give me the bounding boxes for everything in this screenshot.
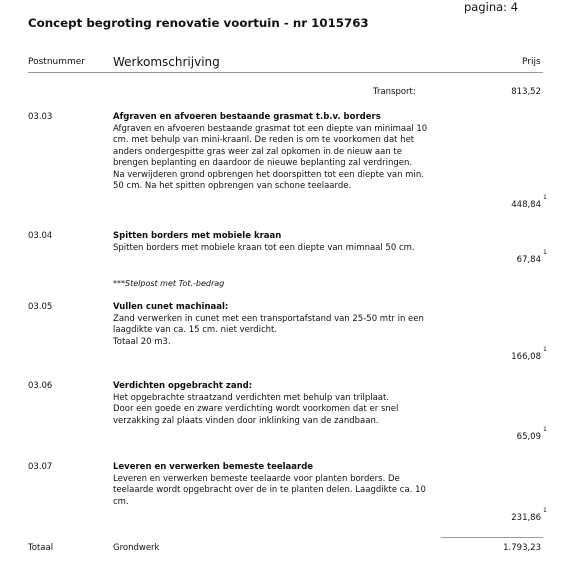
column-header-postnummer: Postnummer <box>28 57 86 67</box>
item-line: Totaal 20 m3. <box>113 336 171 347</box>
item-line: Door een goede en zware verdichting wordt voorkomen dat er snel <box>113 404 399 414</box>
item-description <box>113 462 458 508</box>
item-description <box>113 381 458 427</box>
item-line: Na verwijderen grond opbrengen het doorspitten tot een diepte van min. <box>113 169 424 180</box>
item-line: cm. met behulp van mini-kraanl. De reden is om te voorkomen dat het <box>113 135 415 145</box>
item-title: Vullen cunet machinaal: <box>113 302 229 312</box>
footnote-marker: 1 <box>543 426 547 433</box>
item-line: 50 cm. Na het spitten opbrengen van schone teelaarde. <box>113 181 352 191</box>
total-divider <box>441 537 543 538</box>
footnote-marker: 1 <box>543 507 547 514</box>
total-amount: 1.793,23 <box>503 543 541 553</box>
column-header-werkomschrijving: Werkomschrijving <box>113 55 220 69</box>
item-amount: 65,09 <box>516 432 541 442</box>
item-line: Het opgebrachte straatzand verdichten met behulp van trilplaat. <box>113 392 390 403</box>
footnote-marker: 1 <box>543 194 547 201</box>
page-number: pagina: 4 <box>464 0 519 14</box>
item-line: anders ondergespitte gras weer zal zal opkomen in de nieuw aan te <box>113 146 402 157</box>
item-title: Afgraven en afvoeren bestaande grasmat t.b.v. borders <box>113 112 381 122</box>
item-amount: 166,08 <box>511 352 541 362</box>
item-line: Zand verwerken in cunet met een transportafstand van 25-50 mtr in een <box>113 313 424 324</box>
item-amount: 67,84 <box>516 255 541 265</box>
item-description <box>113 231 458 254</box>
item-title: Verdichten opgebracht zand: <box>113 381 253 391</box>
stelpost-note: ***Stelpost met Tot.-bedrag <box>113 279 225 288</box>
item-code: 03.07 <box>28 462 53 472</box>
item-code: 03.06 <box>28 381 53 391</box>
footnote-marker: 1 <box>543 346 547 353</box>
item-line: cm. <box>113 496 129 507</box>
header-divider <box>28 72 543 73</box>
footnote-marker: 1 <box>543 249 547 256</box>
transport-amount: 813,52 <box>511 87 541 97</box>
item-line: verzakking zal plaats vinden door inklinking van de zandbaan. <box>113 415 379 426</box>
item-code: 03.04 <box>28 231 53 241</box>
item-line: Spitten borders met mobiele kraan tot een diepte van mimnaal 50 cm. <box>113 242 415 253</box>
item-code: 03.03 <box>28 112 53 122</box>
item-line: laagdikte van ca. 15 cm. niet verdicht. <box>113 325 278 335</box>
transport-label: Transport: <box>373 87 416 97</box>
item-line: Leveren en verwerken bemeste teelaarde voor planten borders. De <box>113 473 400 484</box>
item-line: brengen beplanting en daardoor de nieuwe beplanting zal verdringen. <box>113 158 413 168</box>
item-title: Spitten borders met mobiele kraan <box>113 231 282 241</box>
item-title: Leveren en verwerken bemeste teelaarde <box>113 462 314 472</box>
item-amount: 231,86 <box>511 513 541 523</box>
item-line: Afgraven en afvoeren bestaande grasmat tot een diepte van minimaal 10 <box>113 123 428 134</box>
total-label: Totaal <box>28 543 54 553</box>
item-description <box>113 112 458 193</box>
item-description <box>113 302 458 348</box>
item-line: teelaarde wordt opgebracht over de in te planten delen. Laagdikte ca. 10 <box>113 485 426 495</box>
document-title: Concept begroting renovatie voortuin - nr 1015763 <box>28 16 369 30</box>
column-header-prijs: Prijs <box>522 57 541 67</box>
item-code: 03.05 <box>28 302 53 312</box>
total-description: Grondwerk <box>113 543 160 553</box>
item-amount: 448,84 <box>511 200 541 210</box>
